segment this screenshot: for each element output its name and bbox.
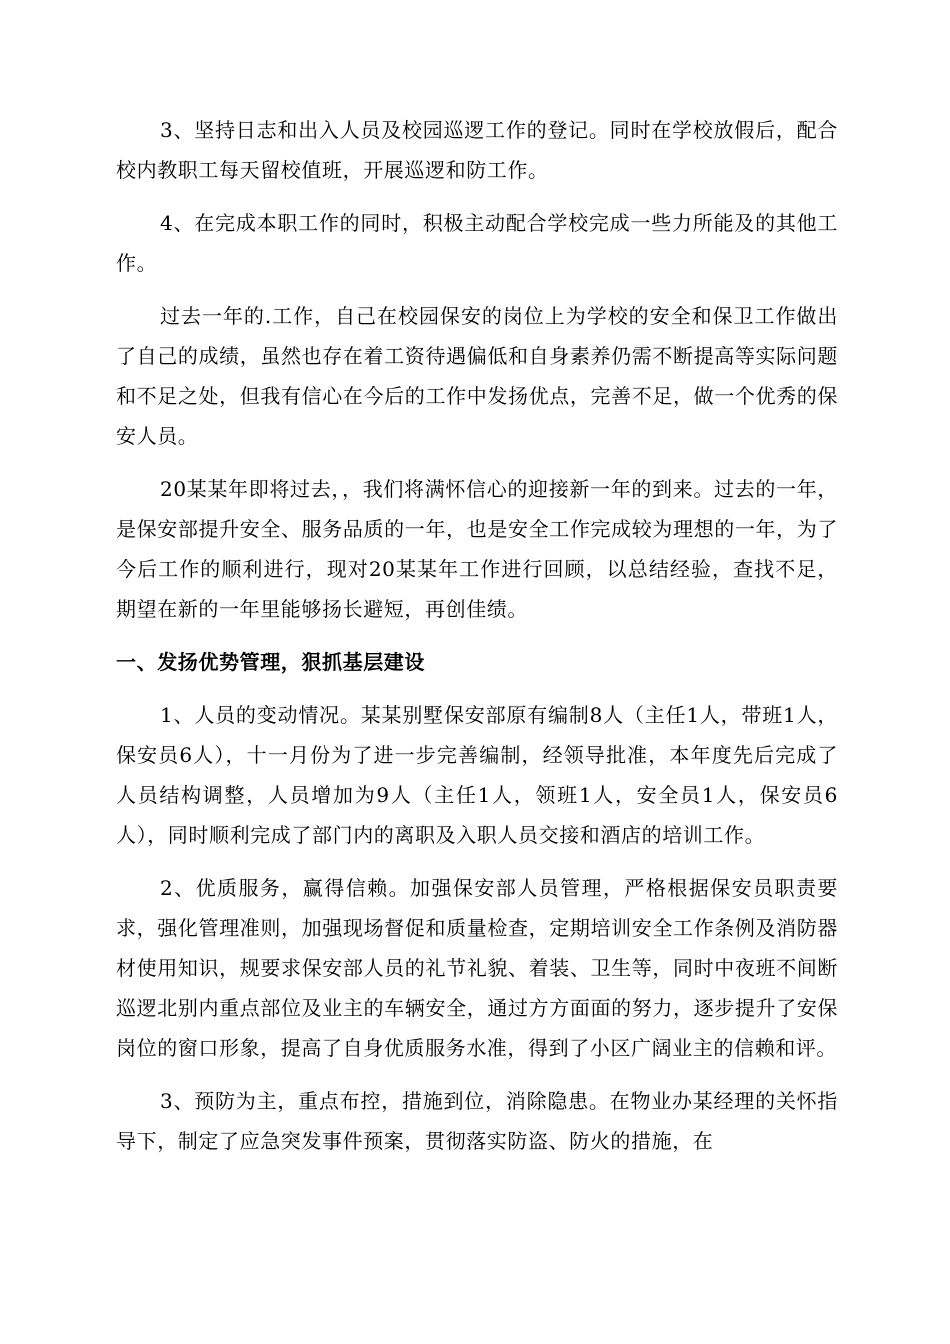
paragraph-review: 过去一年的.工作，自己在校园保安的岗位上为学校的安全和保卫工作做出了自己的成绩，虽然也存在着工资待遇偏低和自身素养仍需不断提高等实际问题和不足之处，但我有信心在今后的工作中发扬优点，完善不足，做一个优秀的保安人员。 bbox=[116, 304, 838, 448]
document-page bbox=[116, 110, 838, 1161]
paragraph-spacer bbox=[116, 855, 838, 868]
paragraph-spacer bbox=[116, 283, 838, 296]
section-heading: 一、发扬优势管理，狠抓基层建设 bbox=[116, 650, 425, 674]
paragraph-spacer bbox=[116, 629, 838, 642]
section-paragraph-service: 2、优质服务，赢得信赖。加强保安部人员管理，严格根据保安员职责要求，强化管理准则，加强现场督促和质量检查，定期培训安全工作条例及消防器材使用知识，规要求保安部人员的礼节礼貌、着装、卫生等，同时中夜班不间断巡逻北别内重点部位及业主的车辆安全，通过方方面面的努力，逐步提升了安保岗位的窗口形象，提高了自身优质服务水准，得到了小区广阔业主的信赖和评。 bbox=[116, 876, 838, 1060]
paragraph-spacer bbox=[116, 456, 838, 469]
paragraph-spacer bbox=[116, 682, 838, 695]
paragraph-outlook: 20某某年即将过去，，我们将满怀信心的迎接新一年的到来。过去的一年，是保安部提升安全、服务品质的一年，也是安全工作完成较为理想的一年，为了今后工作的顺利进行，现对20某某年工作进行回顾，以总结经验，查找不足，期望在新的一年里能够扬长避短，再创佳绩。 bbox=[116, 477, 838, 621]
paragraph-spacer bbox=[116, 1068, 838, 1081]
paragraph-spacer bbox=[116, 190, 838, 203]
section-paragraph-prevention: 3、预防为主，重点布控，措施到位，消除隐患。在物业办某经理的关怀指导下，制定了应急突发事件预案，贯彻落实防盗、防火的措施，在 bbox=[116, 1089, 838, 1153]
paragraph-item-3: 3、坚持日志和出入人员及校园巡逻工作的登记。同时在学校放假后，配合校内教职工每天留校值班，开展巡逻和防工作。 bbox=[116, 118, 838, 182]
paragraph-item-4: 4、在完成本职工作的同时，积极主动配合学校完成一些力所能及的其他工作。 bbox=[116, 211, 838, 275]
section-paragraph-staffing: 1、人员的变动情况。某某别墅保安部原有编制8人（主任1人，带班1人，保安员6人），十一月份为了进一步完善编制，经领导批准，本年度先后完成了人员结构调整，人员增加为9人（主任1人，领班1人，安全员1人，保安员6人），同时顺利完成了部门内的离职及入职人员交接和酒店的培训工作。 bbox=[116, 703, 838, 847]
